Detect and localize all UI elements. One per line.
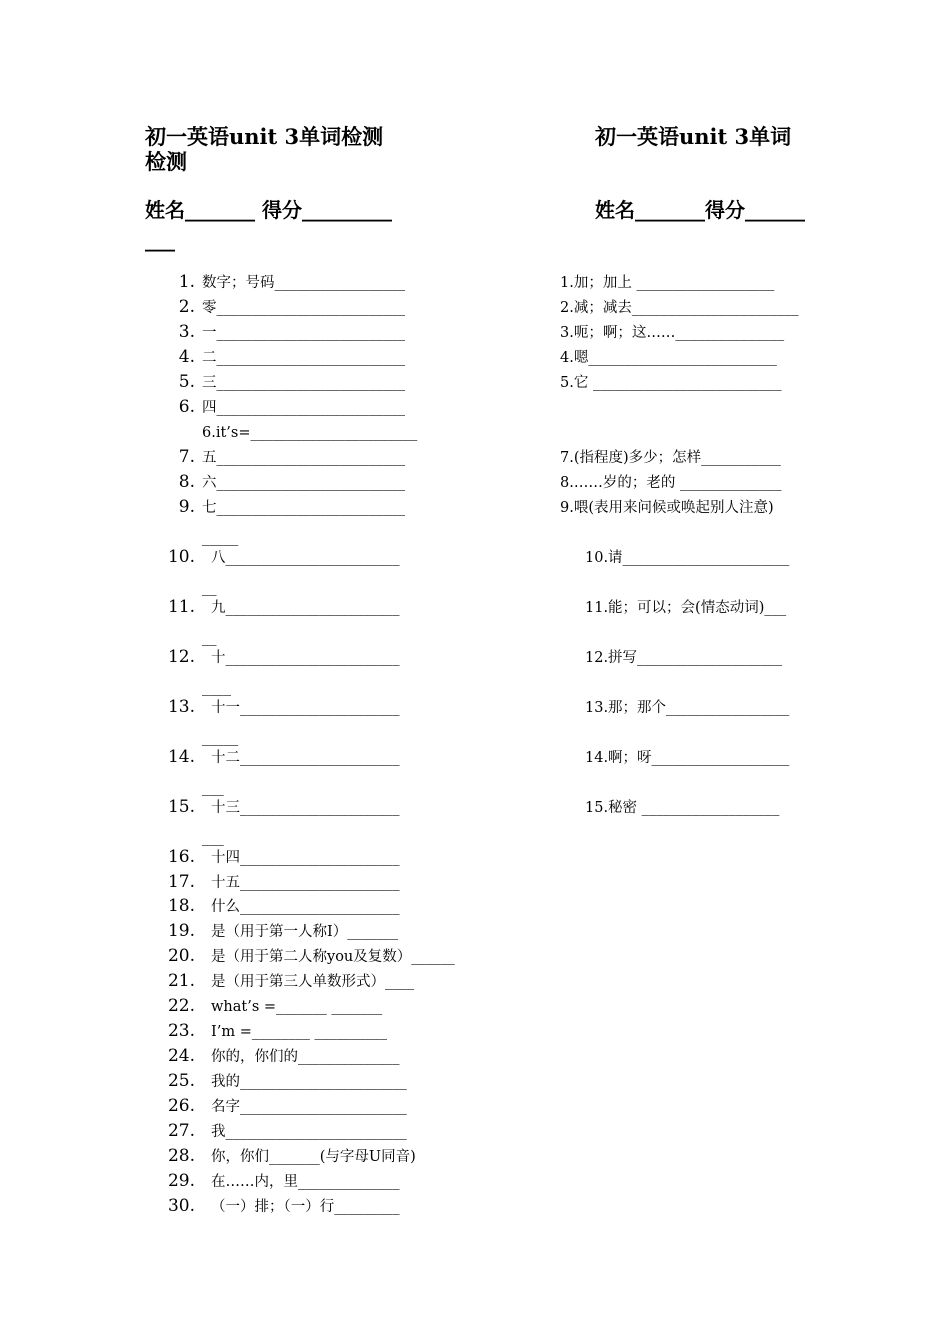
question-prompt-blank[interactable]: 数字；号码__________________: [202, 275, 405, 291]
question-number: 18.: [167, 896, 195, 916]
question-number: 2.: [178, 297, 195, 317]
question-number: 24.: [167, 1046, 195, 1066]
question-prompt-blank[interactable]: 名字_______________________: [211, 1099, 407, 1115]
question-prompt-blank[interactable]: 你的，你们的______________: [211, 1049, 400, 1065]
question-number: 13.: [167, 697, 195, 717]
question-prompt-blank[interactable]: 十四______________________: [211, 850, 400, 866]
question-number: 1.: [178, 272, 195, 292]
right-question-prompt-blank[interactable]: 7.(指程度)多少；怎样___________: [560, 450, 781, 466]
question-number: 8.: [178, 472, 195, 492]
question-number: 15.: [167, 797, 195, 817]
right-question-prompt-blank[interactable]: 8.……岁的；老的 ______________: [560, 475, 782, 491]
right-question-prompt-blank[interactable]: 13.那；那个_________________: [585, 700, 790, 716]
question-prompt-blank[interactable]: 十二______________________: [211, 750, 400, 766]
question-number: 5.: [178, 372, 195, 392]
question-prompt-blank[interactable]: 十一______________________: [211, 700, 400, 716]
question-number: 26.: [167, 1096, 195, 1116]
question-prompt-blank[interactable]: what’s =_______ _______: [211, 999, 383, 1015]
blank-continuation: ____: [202, 680, 231, 696]
question-prompt-blank[interactable]: （一）排；（一）行_________: [211, 1199, 400, 1215]
right-question-prompt-blank[interactable]: 12.拼写____________________: [585, 650, 783, 666]
blank-continuation: __: [202, 630, 217, 646]
question-number: 16.: [167, 847, 195, 867]
question-prompt-blank[interactable]: 在……内，里______________: [211, 1174, 400, 1190]
question-number: 19.: [167, 921, 195, 941]
blank-continuation: 6.it’s=_______________________: [202, 425, 418, 441]
question-prompt-blank[interactable]: I’m =________ __________: [211, 1024, 387, 1040]
question-prompt-blank[interactable]: 二__________________________: [202, 350, 405, 366]
question-number: 4.: [178, 347, 195, 367]
question-number: 10.: [167, 547, 195, 567]
right-question-prompt-blank[interactable]: 15.秘密 ___________________: [585, 800, 780, 816]
question-number: 11.: [167, 597, 195, 617]
question-number: 20.: [167, 946, 195, 966]
right-question-prompt-blank[interactable]: 4.嗯__________________________: [560, 350, 777, 366]
question-number: 23.: [167, 1021, 195, 1041]
blank-continuation: ___: [202, 780, 224, 796]
question-number: 22.: [167, 996, 195, 1016]
right-question-prompt-blank[interactable]: 1.加；加上 ___________________: [560, 275, 775, 291]
question-prompt-blank[interactable]: 你，你们_______(与字母U同音): [211, 1149, 416, 1165]
right-question-prompt-blank[interactable]: 5.它 __________________________: [560, 375, 782, 391]
question-prompt-blank[interactable]: 八________________________: [211, 550, 400, 566]
left-name-score-wrap: ___: [145, 228, 175, 252]
right-question-prompt-blank[interactable]: 3.呃；啊；这……_______________: [560, 325, 785, 341]
question-prompt-blank[interactable]: 是（用于第二人称you及复数）______: [211, 949, 455, 965]
question-prompt-blank[interactable]: 十五______________________: [211, 875, 400, 891]
blank-continuation: _____: [202, 530, 239, 546]
question-number: 14.: [167, 747, 195, 767]
blank-continuation: ___: [202, 830, 224, 846]
question-number: 21.: [167, 971, 195, 991]
question-number: 29.: [167, 1171, 195, 1191]
question-prompt-blank[interactable]: 一__________________________: [202, 325, 405, 341]
right-question-prompt-blank[interactable]: 2.减；减去_______________________: [560, 300, 799, 316]
question-prompt-blank[interactable]: 五__________________________: [202, 450, 405, 466]
right-question-prompt-blank[interactable]: 9.喂(表用来问候或唤起别人注意): [560, 500, 774, 516]
question-number: 17.: [167, 872, 195, 892]
question-number: 25.: [167, 1071, 195, 1091]
left-title: 初一英语unit 3单词检测: [145, 124, 384, 149]
question-number: 6.: [178, 397, 195, 417]
question-prompt-blank[interactable]: 九________________________: [211, 600, 400, 616]
question-number: 28.: [167, 1146, 195, 1166]
right-title: 初一英语unit 3单词: [595, 124, 792, 149]
question-prompt-blank[interactable]: 三__________________________: [202, 375, 405, 391]
question-prompt-blank[interactable]: 十________________________: [211, 650, 400, 666]
question-number: 27.: [167, 1121, 195, 1141]
question-prompt-blank[interactable]: 是（用于第一人称I）_______: [211, 924, 398, 940]
question-prompt-blank[interactable]: 六__________________________: [202, 475, 405, 491]
question-prompt-blank[interactable]: 是（用于第三人单数形式）____: [211, 974, 414, 990]
question-prompt-blank[interactable]: 我_________________________: [211, 1124, 407, 1140]
question-prompt-blank[interactable]: 什么______________________: [211, 899, 400, 915]
question-number: 12.: [167, 647, 195, 667]
question-number: 3.: [178, 322, 195, 342]
question-prompt-blank[interactable]: 四__________________________: [202, 400, 405, 416]
question-number: 9.: [178, 497, 195, 517]
left-name-score-field[interactable]: 姓名_______ 得分_________: [145, 198, 392, 222]
right-question-prompt-blank[interactable]: 10.请_______________________: [585, 550, 790, 566]
question-prompt-blank[interactable]: 我的_______________________: [211, 1074, 407, 1090]
left-title-wrap: 检测: [145, 149, 187, 174]
question-prompt-blank[interactable]: 七__________________________: [202, 500, 405, 516]
blank-continuation: _____: [202, 730, 239, 746]
question-prompt-blank[interactable]: 零__________________________: [202, 300, 405, 316]
blank-continuation: __: [202, 580, 217, 596]
right-question-prompt-blank[interactable]: 11.能；可以；会(情态动词)___: [585, 600, 787, 616]
question-number: 7.: [178, 447, 195, 467]
right-name-score-field[interactable]: 姓名_______得分______: [595, 198, 805, 222]
right-question-prompt-blank[interactable]: 14.啊；呀___________________: [585, 750, 790, 766]
question-number: 30.: [167, 1196, 195, 1216]
question-prompt-blank[interactable]: 十三______________________: [211, 800, 400, 816]
